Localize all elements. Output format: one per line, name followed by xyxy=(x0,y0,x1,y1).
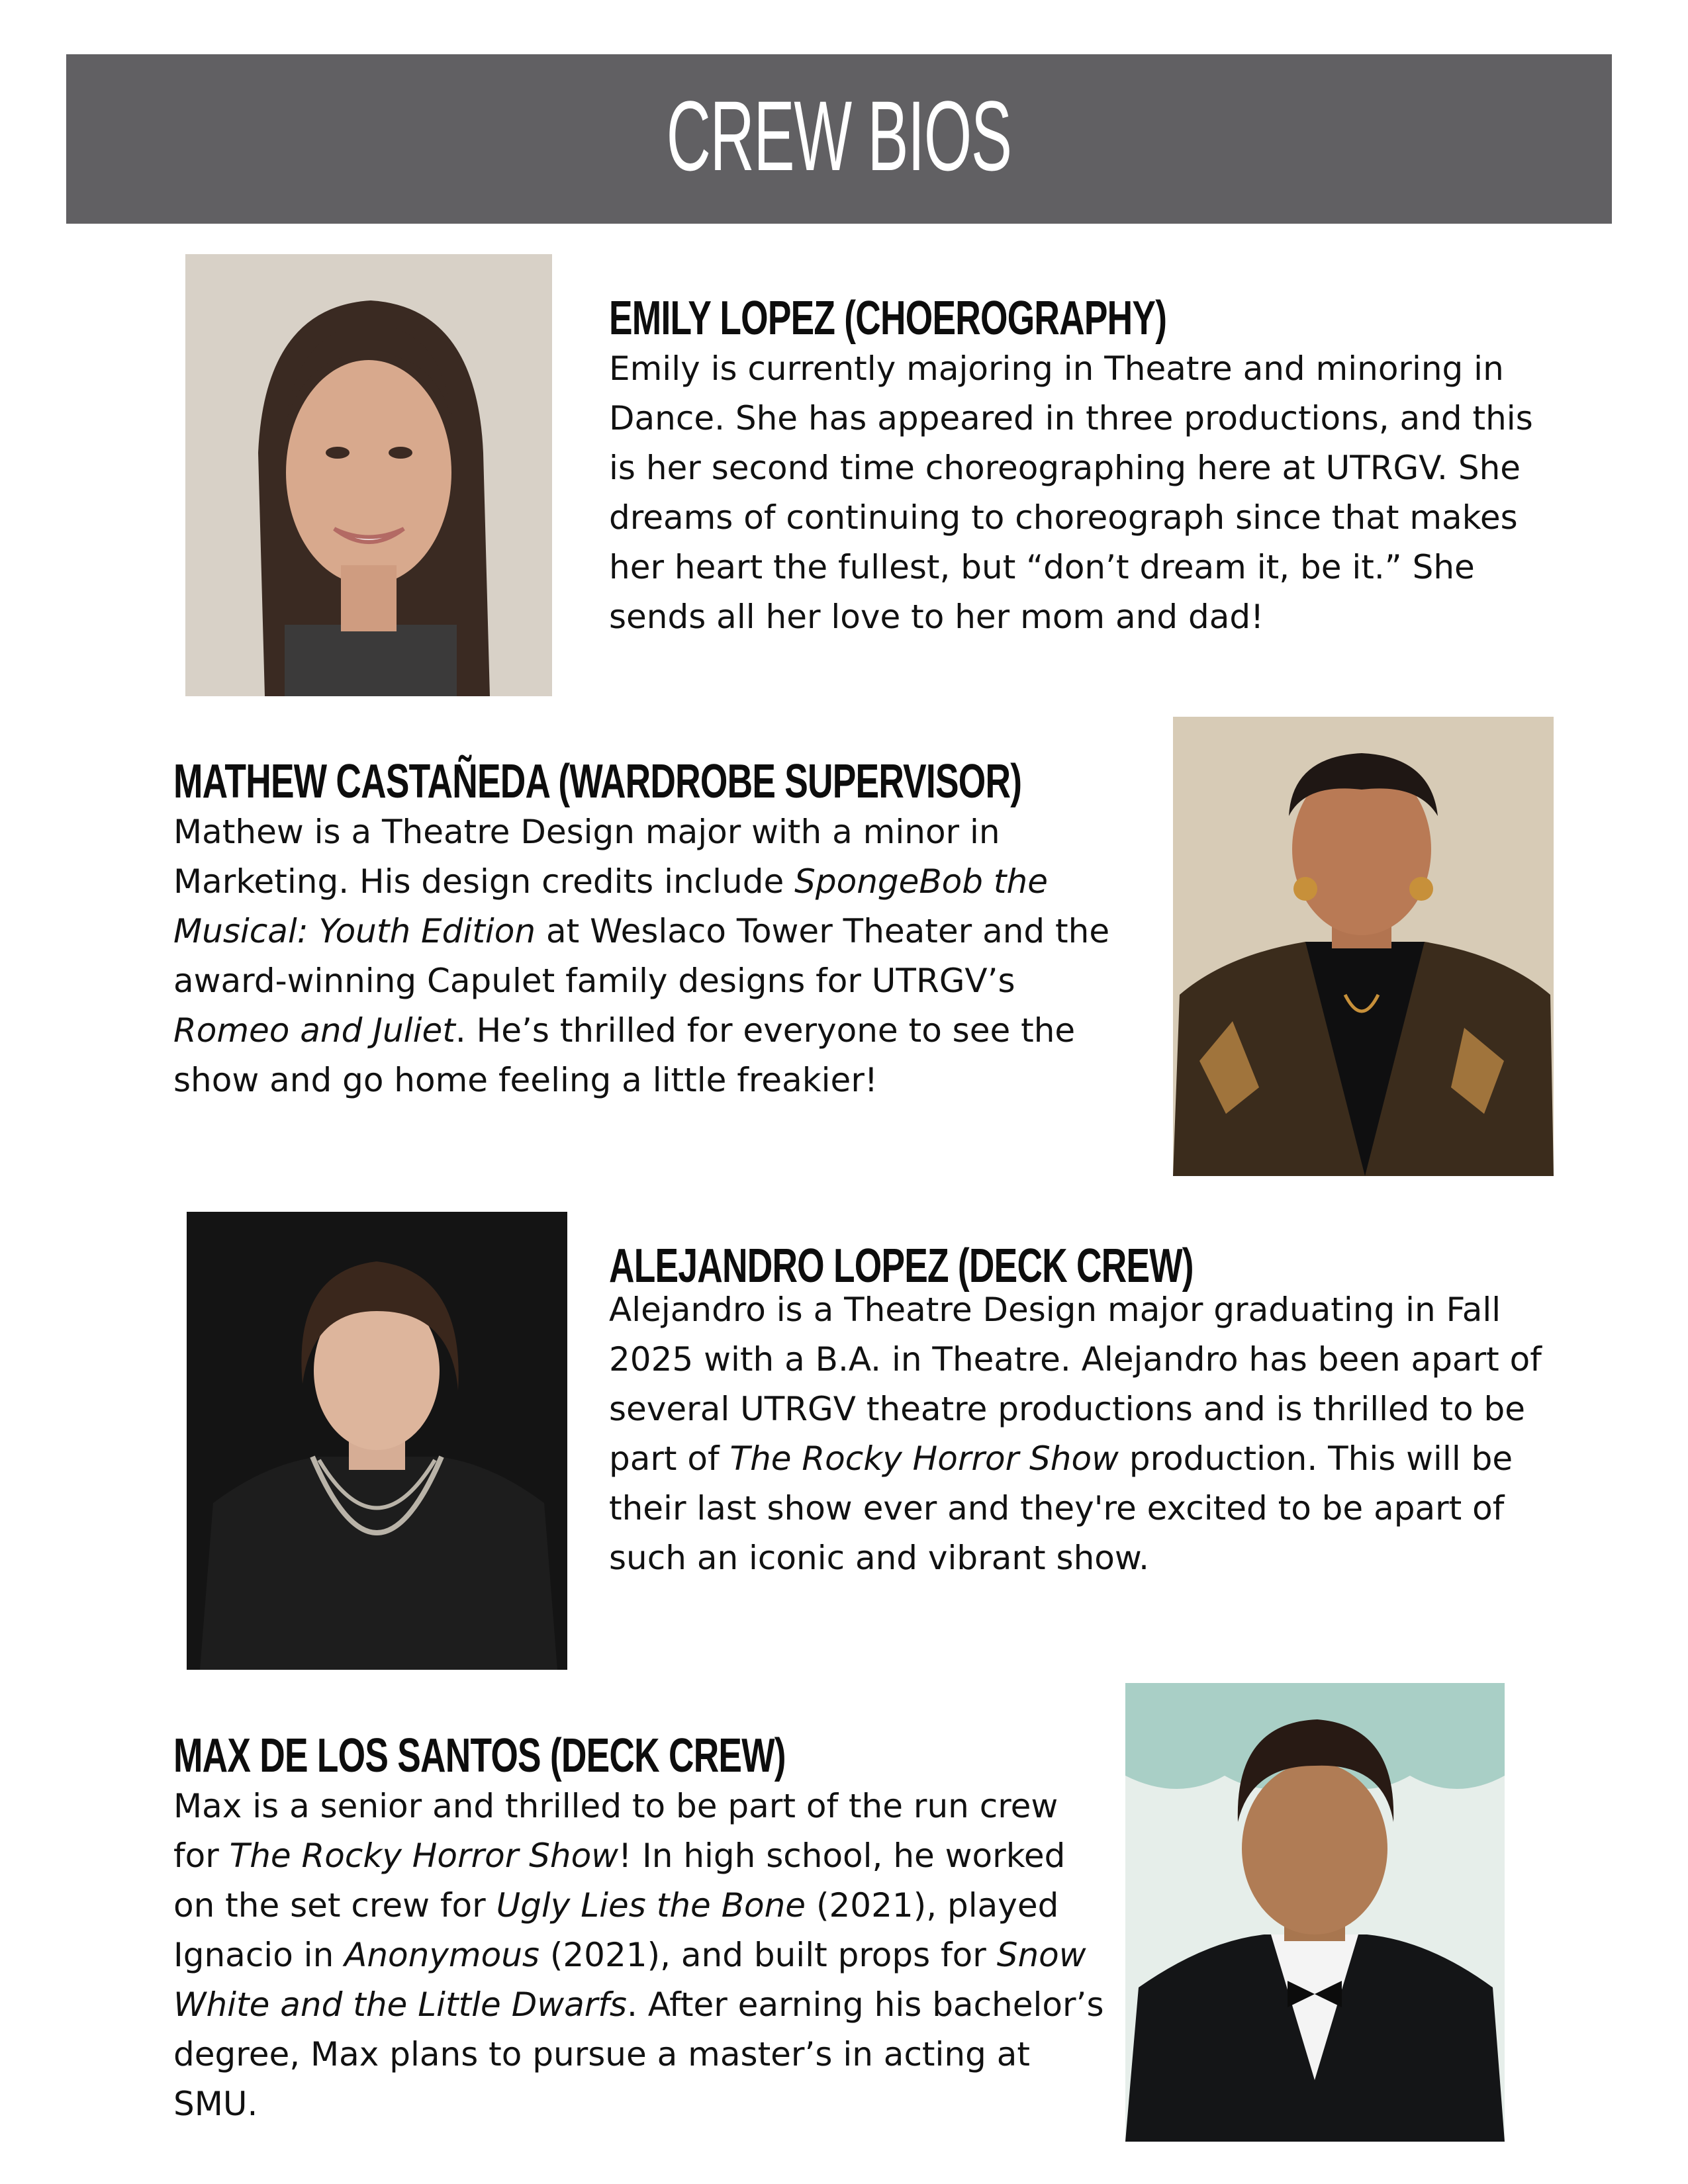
bio-italic-title: Anonymous xyxy=(344,1936,539,1974)
bio-paragraph xyxy=(173,1782,1113,2129)
bio-text-run: Max is a senior and thrilled to be part of the run crew for xyxy=(173,1787,1058,1875)
alejandro-lopez-photo xyxy=(187,1212,567,1670)
bio-italic-title: Ugly Lies the Bone xyxy=(496,1886,806,1925)
bio-text-run: Emily is currently majoring in Theatre and minoring in Dance. She has appeared in three productions, and this is her second time choreographing here at UTRGV. She dreams of continuing to choreograph since that makes her heart the fullest, but “don’t dream it, be it.” She sends all her love to her mom and dad! xyxy=(609,349,1533,636)
bio-paragraph xyxy=(609,344,1549,642)
alejandro-lopez-bio xyxy=(609,1285,1549,1583)
mathew-castaneda-photo xyxy=(1173,717,1554,1176)
bio-text-run: . After earning his bachelor’s degree, Max plans to pursue a master’s in acting at SMU. xyxy=(173,1985,1104,2123)
bio-italic-title: The Rocky Horror Show xyxy=(229,1837,619,1875)
page-title: CREW BIOS xyxy=(666,79,1012,191)
bio-italic-title: Romeo and Juliet xyxy=(173,1011,455,1050)
emily-lopez-bio xyxy=(609,344,1549,642)
alejandro-lopez-name: ALEJANDRO LOPEZ (DECK CREW) xyxy=(609,1240,1194,1293)
mathew-castaneda-name: MATHEW CASTAÑEDA (WARDROBE SUPERVISOR) xyxy=(173,755,1022,808)
bio-paragraph xyxy=(609,1285,1549,1583)
bio-text-run: ! In high school, he worked on the set crew for xyxy=(173,1837,1066,1925)
max-de-los-santos-photo xyxy=(1125,1683,1505,2142)
bio-italic-title: Snow White and the Little Dwarfs xyxy=(173,1936,1086,2024)
emily-lopez-name: EMILY LOPEZ (CHOEROGRAPHY) xyxy=(609,292,1167,345)
mathew-castaneda-bio xyxy=(173,807,1120,1105)
max-de-los-santos-bio xyxy=(173,1782,1113,2129)
bio-italic-title: The Rocky Horror Show xyxy=(729,1439,1119,1478)
bio-text-run: (2021), and built props for xyxy=(539,1936,997,1974)
bio-text-run: production. This will be their last show ever and they're excited to be apart of such an iconic and vibrant show. xyxy=(609,1439,1513,1577)
bio-text-run: . He’s thrilled for everyone to see the show and go home feeling a little freakier! xyxy=(173,1011,1076,1099)
bio-italic-title: SpongeBob the Musical: Youth Edition xyxy=(173,862,1048,950)
bio-paragraph xyxy=(173,807,1120,1105)
bio-text-run: (2021), played Ignacio in xyxy=(173,1886,1059,1974)
page-header-banner xyxy=(66,54,1612,224)
bio-text-run: Alejandro is a Theatre Design major graduating in Fall 2025 with a B.A. in Theatre. Alejandro has been apart of several UTRGV theatre productions and is thrilled to be part of xyxy=(609,1291,1542,1478)
bio-text-run: at Weslaco Tower Theater and the award-winning Capulet family designs for UTRGV’s xyxy=(173,912,1110,1000)
emily-lopez-photo xyxy=(185,254,552,696)
bio-text-run: Mathew is a Theatre Design major with a minor in Marketing. His design credits include xyxy=(173,813,1000,901)
max-de-los-santos-name: MAX DE LOS SANTOS (DECK CREW) xyxy=(173,1729,786,1782)
